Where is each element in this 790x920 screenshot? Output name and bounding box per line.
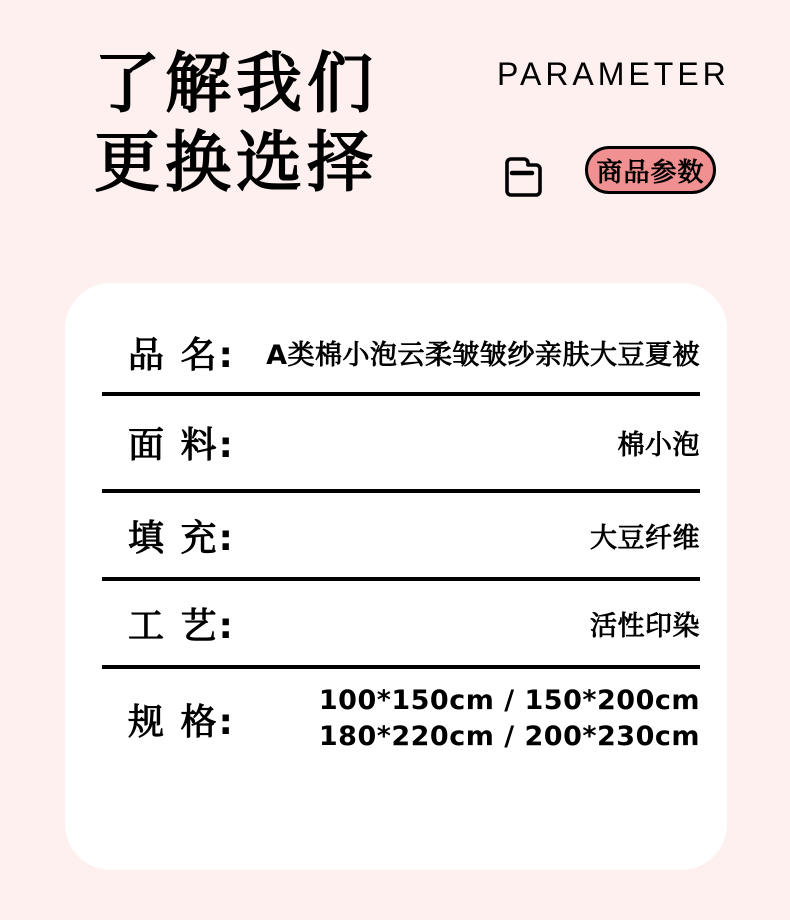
table-row-specifications — [102, 669, 700, 769]
row-label: 填 充: — [128, 517, 235, 559]
page-title — [94, 44, 378, 202]
product-params-badge: 商品参数 — [585, 146, 716, 194]
row-label: 工 艺: — [128, 605, 235, 647]
row-label: 规 格: — [128, 701, 235, 743]
page-title-line1: 了解我们 — [94, 45, 378, 122]
table-row-filling — [102, 493, 700, 581]
table-row-craft — [102, 581, 700, 669]
row-value: 活性印染 — [590, 610, 700, 642]
spec-line-1: 100*150cm / 150*200cm — [318, 685, 700, 716]
folder-icon — [503, 153, 543, 197]
parameter-heading: PARAMETER — [497, 56, 730, 92]
row-value: 大豆纤维 — [590, 522, 700, 554]
parameter-table — [102, 313, 700, 769]
table-row-product-name — [102, 313, 700, 396]
parameter-card — [65, 283, 727, 870]
table-row-fabric — [102, 396, 700, 493]
row-value: 棉小泡 — [617, 430, 700, 461]
page-title-line2: 更换选择 — [94, 124, 378, 201]
row-label: 品 名: — [128, 335, 235, 376]
row-value — [319, 683, 700, 755]
row-value: A类棉小泡云柔皱皱纱亲肤大豆夏被 — [266, 340, 700, 371]
row-label: 面 料: — [128, 425, 235, 466]
spec-line-2: 180*220cm / 200*230cm — [318, 721, 700, 752]
